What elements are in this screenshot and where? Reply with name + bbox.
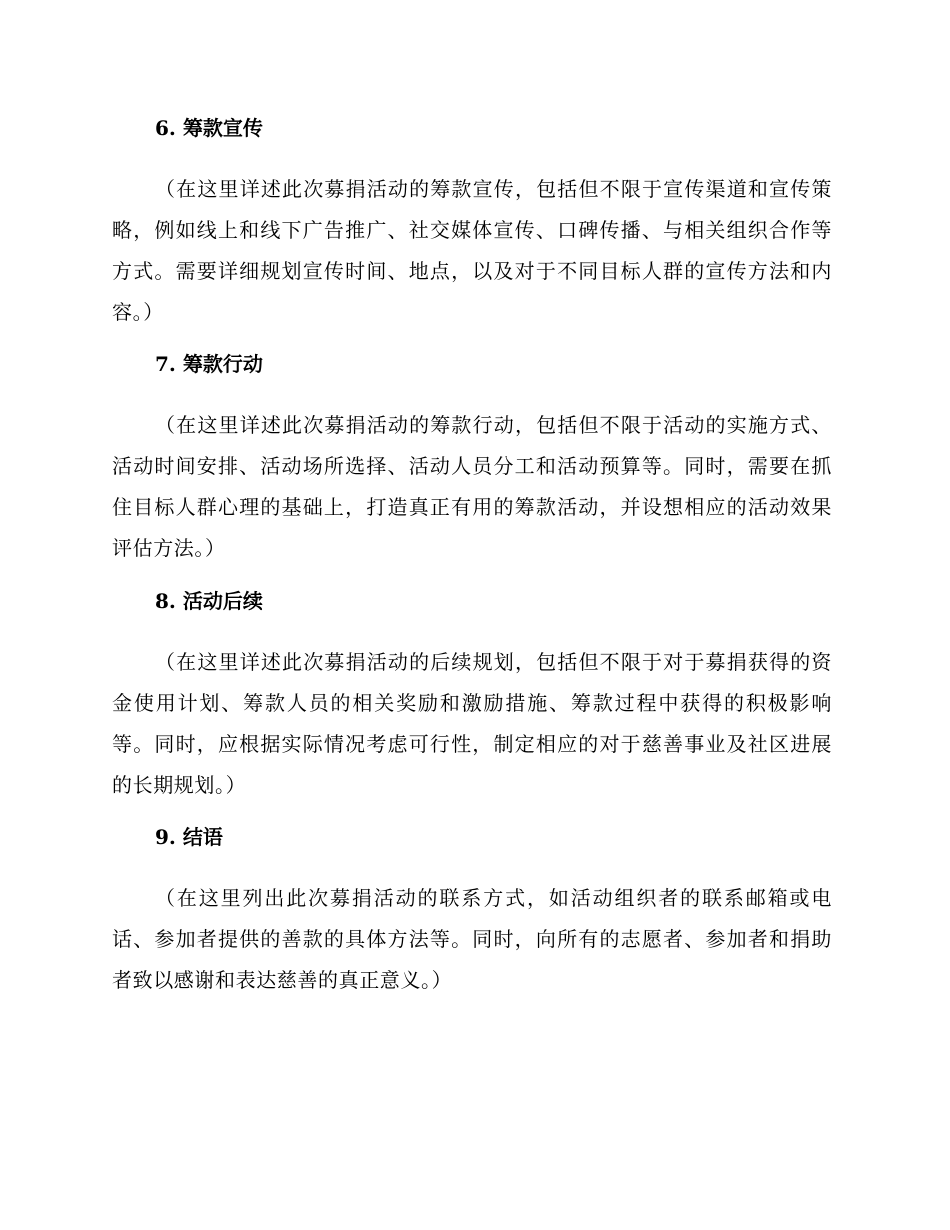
section-heading: 6. 筹款宣传 — [155, 116, 263, 140]
section-heading: 8. 活动后续 — [155, 589, 263, 613]
section-paragraph: （在这里列出此次募捐活动的联系方式，如活动组织者的联系邮箱或电话、参加者提供的善款的具体方法等。同时，向所有的志愿者、参加者和捐助者致以感谢和表达慈善的真正意义。） — [112, 886, 832, 992]
section-heading: 7. 筹款行动 — [155, 352, 263, 376]
section-heading: 9. 结语 — [155, 825, 223, 849]
section-paragraph: （在这里详述此次募捐活动的筹款宣传，包括但不限于宣传渠道和宣传策略，例如线上和线下广告推广、社交媒体宣传、口碑传播、与相关组织合作等方式。需要详细规划宣传时间、地点，以及对于不同目标人群的宣传方法和内容。） — [112, 177, 832, 324]
section-paragraph: （在这里详述此次募捐活动的筹款行动，包括但不限于活动的实施方式、活动时间安排、活动场所选择、活动人员分工和活动预算等。同时，需要在抓住目标人群心理的基础上，打造真正有用的筹款活动，并设想相应的活动效果评估方法。） — [112, 413, 832, 560]
section-paragraph: （在这里详述此次募捐活动的后续规划，包括但不限于对于募捐获得的资金使用计划、筹款人员的相关奖励和激励措施、筹款过程中获得的积极影响等。同时，应根据实际情况考虑可行性，制定相应的对于慈善事业及社区进展的长期规划。） — [112, 650, 832, 797]
